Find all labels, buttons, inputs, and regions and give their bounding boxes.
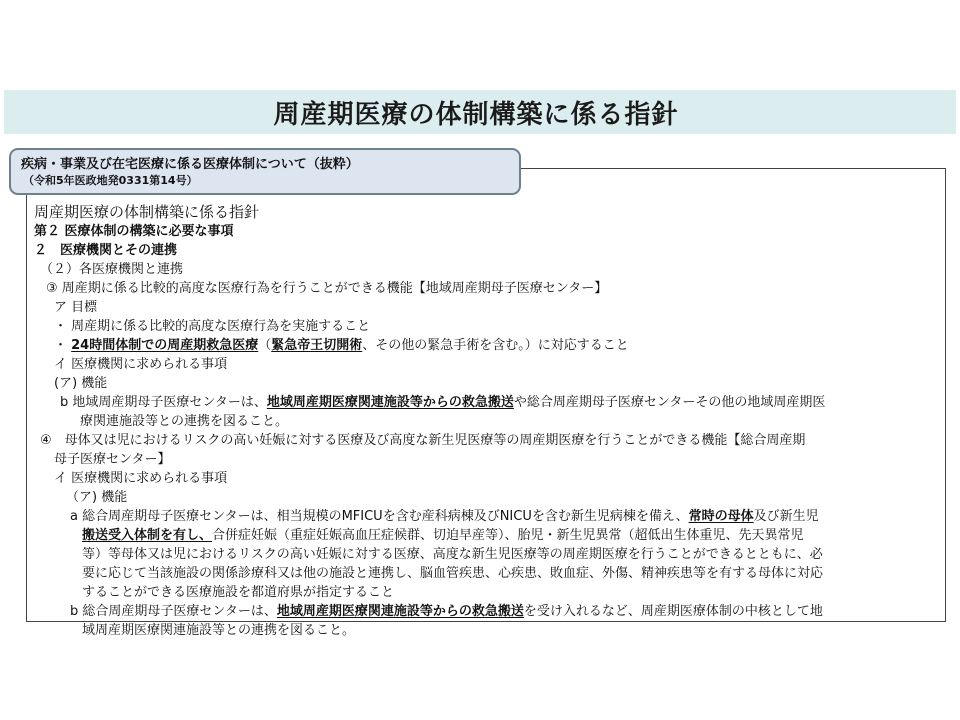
item-3-b-line-2: 療関連施設等との連携を図ること。: [80, 414, 289, 429]
item-4-a-line-5: することができる医療施設を都道府県が指定すること: [82, 585, 395, 600]
subsection-heading: ２ 医療機関とその連携: [34, 243, 178, 258]
section-heading: 第２ 医療体制の構築に必要な事項: [34, 224, 234, 239]
source-title: 疾病・事業及び在宅医療に係る医療体制について（抜粋）: [21, 157, 359, 172]
requirements-heading: イ 医療機関に求められる事項: [54, 357, 228, 372]
item-4-b-emphasis: 地域周産期医療関連施設等からの救急搬送: [276, 604, 524, 619]
guideline-excerpt: [34, 202, 944, 640]
item-3-b-emphasis: 地域周産期医療関連施設等からの救急搬送: [266, 395, 514, 410]
item-4-a-line-3: 等）等母体又は児におけるリスクの高い妊娠に対する医療、高度な新生児医療等の周産期医療を行うことができるとともに、必: [82, 547, 823, 562]
goal-item-2-emphasis-2: 緊急帝王切開術: [271, 338, 363, 353]
excerpt-heading: 周産期医療の体制構築に係る指針: [34, 203, 260, 221]
item-4-b-line-2: 域周産期医療関連施設等との連携を図ること。: [82, 623, 356, 638]
item-4-a-line-1: a 総合周産期母子医療センターは、相当規模のMFICUを含む産科病棟及びNICUを含む新生児病棟を備え、常時の母体及び新生児: [70, 509, 819, 524]
item-3-heading: ③ 周産期に係る比較的高度な医療行為を行うことができる機能【地域周産期母子医療センター】: [46, 281, 608, 296]
item-3-b-line-1: b 地域周産期母子医療センターは、地域周産期医療関連施設等からの救急搬送や総合周産期母子医療センターその他の地域周産期医: [60, 395, 826, 410]
item-4-a-emphasis-2: 搬送受入体制を有し、: [82, 528, 213, 543]
goal-item-1: ・ 周産期に係る比較的高度な医療行為を実施すること: [54, 319, 371, 334]
item-4-a-line-4: 要に応じて当該施設の関係診療科又は他の施設と連携し、脳血管疾患、心疾患、敗血症、外傷、精神疾患等を有する母体に対応: [82, 566, 824, 581]
item-4-heading-line-2: 母子医療センター】: [54, 452, 171, 467]
item-4-a-emphasis-1: 常時の母体: [688, 509, 754, 524]
title-bar: [4, 90, 956, 134]
item-2-heading: （２）各医療機関と連携: [40, 262, 184, 277]
goal-item-2: ・ 24時間体制での周産期救急医療（緊急帝王切開術、その他の緊急手術を含む。）に対応すること: [54, 338, 629, 353]
source-callout: [9, 148, 521, 195]
item-4-heading-line-1: ④ 母体又は児におけるリスクの高い妊娠に対する医療及び高度な新生児医療等の周産期医療を行うことができる機能【総合周産期: [40, 433, 806, 448]
page-title: 周産期医療の体制構築に係る指針: [273, 99, 679, 130]
function-heading: (ア) 機能: [54, 376, 108, 391]
function-heading-2: （ア) 機能: [66, 490, 128, 505]
source-reference: （令和5年医政地発0331第14号）: [23, 174, 198, 187]
requirements-heading-2: イ 医療機関に求められる事項: [54, 471, 228, 486]
goal-heading: ア 目標: [54, 300, 98, 315]
item-4-a-line-2: 搬送受入体制を有し、合併症妊娠（重症妊娠高血圧症候群、切迫早産等）、胎児・新生児異常（超低出生体重児、先天異常児: [82, 528, 804, 543]
item-4-b-line-1: b 総合周産期母子医療センターは、地域周産期医療関連施設等からの救急搬送を受け入れるなど、周産期医療体制の中核として地: [70, 604, 823, 619]
goal-item-2-emphasis: 24時間体制での周産期救急医療: [71, 338, 259, 353]
